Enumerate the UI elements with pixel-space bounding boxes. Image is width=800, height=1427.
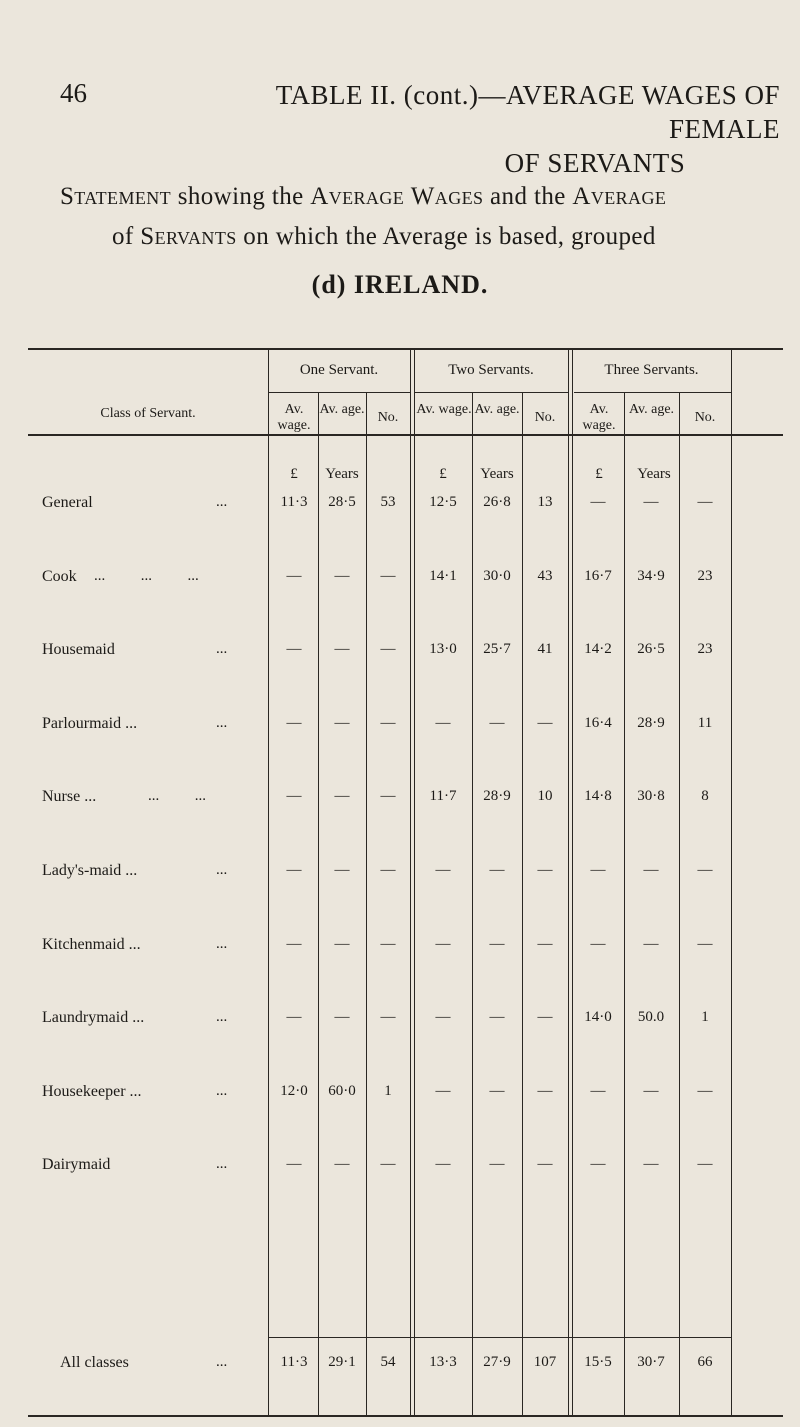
table-cell: — (697, 935, 713, 952)
row-leader-dots: ... (216, 494, 228, 510)
statement-word: Statement (60, 183, 172, 210)
table-cell: — (537, 862, 553, 878)
table-cell: — (334, 862, 350, 878)
table-cell: — (286, 567, 302, 584)
row-leader-dots: ... (216, 1156, 228, 1173)
sub-header-age-3: Av. age. (628, 402, 675, 417)
sub-header-no-2: No. (534, 410, 556, 425)
table-cell: 50.0 (637, 1009, 665, 1026)
unit-years-3: Years (637, 466, 671, 482)
table-bottom-rule (28, 1415, 783, 1417)
table-cell: — (537, 714, 553, 731)
table-cell: 12·0 (280, 1082, 308, 1099)
sub-header-wage-1: Av. wage. (277, 402, 311, 433)
table-cell: — (697, 1082, 713, 1099)
table-cell: — (435, 1156, 451, 1173)
table-cell: — (286, 641, 302, 658)
group-header-two: Two Servants. (448, 362, 534, 378)
statement-and: and the (483, 183, 573, 210)
col-rule (318, 393, 319, 1415)
table-cell: 23 (697, 567, 713, 584)
unit-pound-1: £ (290, 466, 298, 482)
table-cell: — (489, 935, 505, 952)
row-leader-dots: ... (216, 1354, 228, 1370)
table-cell: — (489, 714, 505, 731)
table-cell: — (380, 935, 396, 952)
table-cell: 11·3 (280, 494, 308, 510)
table-cell: 28·5 (328, 494, 356, 510)
table-cell: 60·0 (328, 1082, 356, 1099)
sub-header-age-2: Av. age. (474, 402, 520, 417)
table-cell: 29·1 (328, 1354, 356, 1370)
table-cell: 23 (697, 641, 713, 658)
row-leader-dots: ... (216, 1082, 228, 1099)
total-top-rule (268, 1337, 731, 1338)
table-cell: — (435, 1009, 451, 1026)
table-cell: — (537, 1082, 553, 1099)
group-header-three: Three Servants. (604, 362, 699, 378)
page-number: 46 (60, 78, 87, 108)
table-cell: — (697, 862, 713, 878)
table-cell: — (380, 788, 396, 805)
table-cell: 41 (537, 641, 553, 658)
table-cell: 26·8 (483, 494, 511, 510)
table-cell: — (435, 1082, 451, 1099)
table-cell: — (380, 714, 396, 731)
table-cell: — (643, 862, 659, 878)
table-cell: — (334, 1156, 350, 1173)
table-cell: — (286, 862, 302, 878)
table-cell: 16·4 (584, 714, 612, 731)
table-cell: — (286, 788, 302, 805)
table-cell: — (643, 935, 659, 952)
running-head-line2: OF SERVANTS (504, 148, 686, 178)
table-cell: — (334, 1009, 350, 1026)
table-cell: — (286, 1156, 302, 1173)
row-label: Lady's-maid ... (42, 862, 138, 879)
table-cell: 28·9 (483, 788, 511, 805)
table-cell: — (489, 1156, 505, 1173)
table-cell: — (537, 1009, 553, 1026)
table-cell: — (489, 862, 505, 878)
row-leader-dots: ... ... (148, 788, 206, 805)
group-underline-2 (414, 392, 568, 393)
table-cell: 1 (384, 1082, 392, 1099)
table-cell: — (537, 935, 553, 952)
table-top-rule (28, 348, 783, 350)
col-rule (366, 393, 367, 1415)
table-cell: — (380, 1009, 396, 1026)
row-label: Nurse ... (42, 788, 97, 806)
sub-header-age-1: Av. age. (319, 402, 365, 417)
table-cell: 13·3 (429, 1354, 457, 1370)
table-cell: 14·8 (584, 788, 612, 805)
sub-header-wage-2: Av. wage. (416, 402, 472, 417)
unit-pound-2: £ (439, 466, 447, 482)
table-cell: 54 (380, 1354, 396, 1370)
col-rule (624, 393, 625, 1415)
table-cell: 107 (533, 1354, 557, 1370)
row-leader-dots: ... (216, 1009, 228, 1026)
row-label: Dairymaid (42, 1156, 111, 1174)
table-cell: 28·9 (637, 714, 665, 731)
table-cell: — (537, 1156, 553, 1173)
table-cell: 1 (701, 1009, 709, 1026)
table-cell: — (334, 567, 350, 584)
table-cell: — (380, 641, 396, 658)
table-cell: — (590, 862, 606, 878)
table-cell: — (590, 1082, 606, 1099)
statement-of: of (112, 223, 141, 250)
table-cell: 25·7 (483, 641, 511, 658)
row-label: All classes (60, 1354, 129, 1371)
table-cell: 13·0 (429, 641, 457, 658)
table-cell: — (334, 788, 350, 805)
table-cell: 53 (380, 494, 396, 510)
unit-years-2: Years (480, 466, 514, 482)
statement-text: showing the (171, 183, 311, 210)
table-cell: — (334, 714, 350, 731)
table-cell: — (590, 935, 606, 952)
row-leader-dots: ... (216, 641, 228, 658)
region-title: (d) IRELAND. (311, 270, 489, 299)
row-label: Laundrymaid ... (42, 1009, 145, 1027)
table-cell: 30·0 (483, 567, 511, 584)
row-label: Kitchenmaid ... (42, 935, 141, 953)
table-cell: 66 (697, 1354, 713, 1370)
table-cell: 10 (537, 788, 553, 805)
row-label: General (42, 494, 93, 511)
table-cell: — (435, 714, 451, 731)
table-cell: 15·5 (584, 1354, 612, 1370)
table-cell: — (697, 1156, 713, 1173)
table-cell: — (380, 862, 396, 878)
row-label: Parlourmaid ... (42, 714, 138, 732)
row-leader-dots: ... (216, 714, 228, 731)
row-label: Cook (42, 567, 77, 585)
table-cell: — (643, 494, 659, 510)
table-cell: 43 (537, 567, 553, 584)
col-rule (679, 393, 680, 1415)
col-rule (522, 393, 523, 1415)
row-label: Housekeeper ... (42, 1082, 142, 1100)
group-header-one: One Servant. (299, 362, 379, 378)
table-cell: 30·7 (637, 1354, 665, 1370)
table-cell: — (489, 1082, 505, 1099)
class-header: Class of Servant. (100, 406, 196, 421)
table-cell: — (286, 935, 302, 952)
table-cell: — (489, 1009, 505, 1026)
table-cell: 12·5 (429, 494, 457, 510)
row-leader-dots: ... ... ... (94, 567, 199, 584)
table-cell: — (643, 1082, 659, 1099)
header-bottom-rule (28, 434, 783, 436)
row-label: Housemaid (42, 641, 115, 659)
table-cell: — (697, 494, 713, 510)
table-cell: — (334, 641, 350, 658)
table-cell: 14·0 (584, 1009, 612, 1026)
table-cell: 11·7 (429, 788, 457, 805)
statement-servants: Servants (140, 223, 237, 250)
unit-years-1: Years (325, 466, 359, 482)
running-head-line1: TABLE II. (cont.)—AVERAGE WAGES OF FEMALE (275, 80, 780, 144)
table-cell: 14·2 (584, 641, 612, 658)
statement-average-2: Average (572, 183, 667, 210)
statement-wages: Wages (410, 183, 484, 210)
table-cell: 14·1 (429, 567, 457, 584)
table-cell: 11 (697, 714, 713, 731)
statement-average-1: Average (310, 183, 405, 210)
table-cell: 8 (701, 788, 709, 805)
table-cell: — (435, 935, 451, 952)
table-cell: 27·9 (483, 1354, 511, 1370)
table-cell: — (334, 935, 350, 952)
col-rule (472, 393, 473, 1415)
table-cell: 26·5 (637, 641, 665, 658)
table-cell: 11·3 (280, 1354, 308, 1370)
row-leader-dots: ... (216, 935, 228, 952)
sub-header-no-1: No. (377, 410, 399, 425)
statement-rest: on which the Average is based, grouped (236, 223, 656, 250)
table-cell: 16·7 (584, 567, 612, 584)
table-cell: 34·9 (637, 567, 665, 584)
sub-header-no-3: No. (694, 410, 716, 425)
table-cell: 30·8 (637, 788, 665, 805)
table-cell: — (380, 1156, 396, 1173)
table-cell: — (380, 567, 396, 584)
row-leader-dots: ... (216, 862, 228, 878)
group-underline-3 (574, 392, 731, 393)
group-underline-1 (268, 392, 410, 393)
unit-pound-3: £ (595, 466, 603, 482)
table-cell: — (590, 1156, 606, 1173)
table-cell: — (643, 1156, 659, 1173)
table-cell: — (286, 714, 302, 731)
table-cell: 13 (537, 494, 553, 510)
sub-header-wage-3: Av. wage. (582, 402, 616, 433)
table-cell: — (286, 1009, 302, 1026)
table-cell: — (590, 494, 606, 510)
table-cell: — (435, 862, 451, 878)
